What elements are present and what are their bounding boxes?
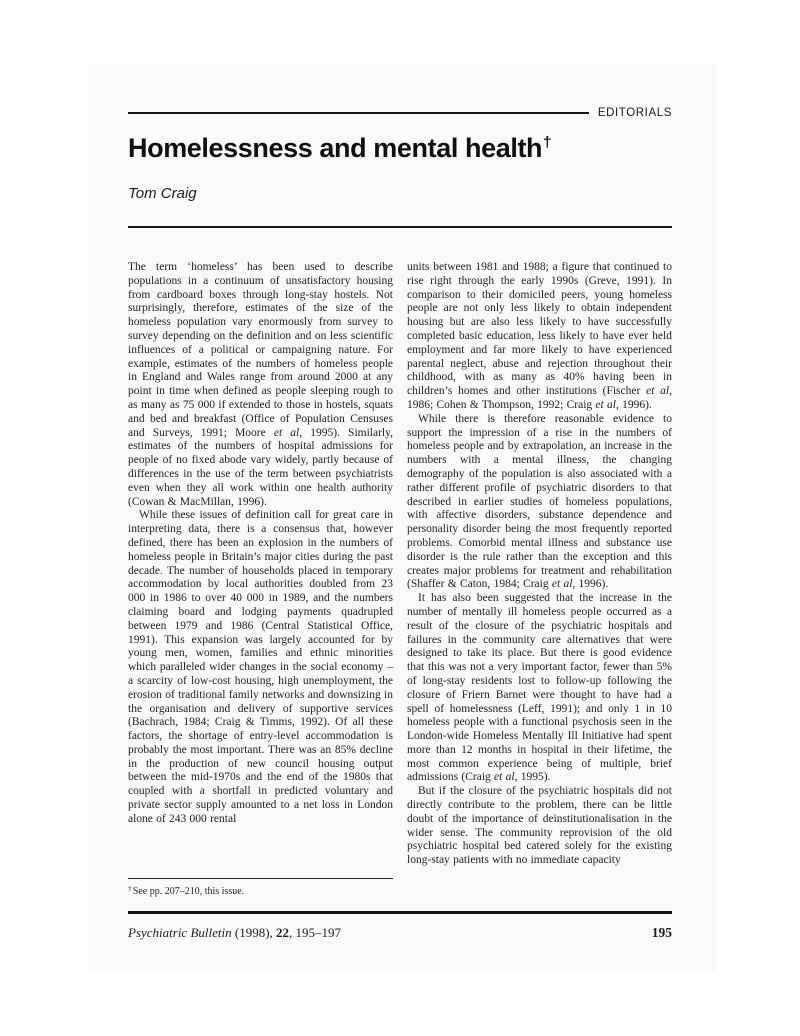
left-column xyxy=(128,261,393,868)
author-name: Tom Craig xyxy=(128,185,197,202)
paragraph: It has also been suggested that the increase in the number of mentally ill homeless people occurred as a result of the closure of the psychiatric hospitals and failures in the community care alternatives that were designed to take its place. But there is good evidence that this was not a very important factor, fewer than 5% of long-stay residents lost to follow-up following the closure of Friern Barnet were thought to have had a spell of homelessness (Leff, 1991); and only 1 in 10 homeless people with a functional psychosis seen in the London-wide Homeless Mentally Ill Initiative had spent more than 12 months in hospital in their lifetime, the most common experience being of multiple, brief admissions (Craig et al, 1995). xyxy=(407,592,672,784)
article-title xyxy=(128,128,672,163)
paragraph: While there is therefore reasonable evidence to support the impression of a rise in the numbers of homeless people and by extrapolation, an increase in the numbers with a mental illness, the changing demography of the population is also associated with a rather different profile of psychiatric disorders to that described in earlier studies of homeless populations, with affective disorders, substance dependence and personality disorder being the most frequently reported problems. Comorbid mental illness and substance use disorder is the rule rather than the exception and this creates major problems for treatment and rehabilitation (Shaffer & Caton, 1984; Craig et al, 1996). xyxy=(407,412,672,591)
footnote-text xyxy=(128,883,393,898)
right-column xyxy=(407,261,672,868)
footnote xyxy=(128,878,393,898)
title-divider-rule xyxy=(128,226,672,228)
section-label: EDITORIALS xyxy=(597,106,672,119)
footnote-marker: † xyxy=(128,884,132,893)
paragraph: The term ‘homeless’ has been used to describe populations in a continuum of unsatisfactory housing from cardboard boxes through long-stay hostels. Not surprisingly, therefore, estimates of the size of the homeless population vary enormously from survey to survey depending on the definition and on less scientific influences of a political or campaigning nature. For example, estimates of the numbers of homeless people in England and Wales range from around 2000 at any point in time when defined as people sleeping rough to as many as 75 000 if extended to those in hostels, squats and bed and breakfast (Office of Population Censuses and Surveys, 1991; Moore et al, 1995). Similarly, estimates of the numbers of hospital admissions for people of no fixed abode vary widely, partly because of differences in the use of the term between psychiatrists even when they all work within one health authority (Cowan & MacMillan, 1996). xyxy=(128,261,393,508)
journal-citation: Psychiatric Bulletin (1998), 22, 195–197 xyxy=(128,925,342,940)
paragraph: But if the closure of the psychiatric hospitals did not directly contribute to the problem, there can be little doubt of the importance of deinstitutionalisation in the wider sense. The community reprovision of the old psychiatric hospital bed catered solely for the existing long-stay patients with no immediate capacity xyxy=(407,785,672,867)
footer-rule xyxy=(128,911,672,914)
page-number: 195 xyxy=(651,925,672,940)
footer xyxy=(128,925,672,941)
footnote-body: See pp. 207–210, this issue. xyxy=(132,886,245,897)
paragraph: units between 1981 and 1988; a figure that continued to rise right through the early 1990s (Greve, 1991). In comparison to their domiciled peers, young homeless people are not only less likely to obtain independent housing but are also less likely to have successfully completed basic education, less likely to have ever held employment and far more likely to have experienced parental neglect, abuse and rejection throughout their childhood, with as many as 40% having been in children’s homes and other institutions (Fischer et al, 1986; Cohen & Thompson, 1992; Craig et al, 1996). xyxy=(407,261,672,411)
paragraph: While these issues of definition call for great care in interpreting data, there is a consensus that, however defined, there has been an explosion in the numbers of homeless people in Britain’s major cities during the past decade. The number of households placed in temporary accommodation by local authorities doubled from 23 000 in 1986 to over 40 000 in 1989, and the numbers claiming board and lodging payments quadrupled between 1979 and 1986 (Central Statistical Office, 1991). This expansion was largely accounted for by young men, women, families and ethnic minorities which paralleled wider changes in the social economy – a scarcity of low-cost housing, high unemployment, the erosion of traditional family networks and downsizing in the organisation and delivery of supportive services (Bachrach, 1984; Craig & Timms, 1992). Of all these factors, the shortage of entry-level accommodation is probably the most important. There was an 85% decline in the production of new council housing output between the mid-1970s and the end of the 1980s that coupled with a shortfall in predicted voluntary and private sector supply amounted to a net loss in London alone of 243 000 rental xyxy=(128,509,393,825)
article-body xyxy=(128,261,672,868)
title-footnote-marker: † xyxy=(543,134,552,151)
footnote-rule xyxy=(128,878,393,879)
header xyxy=(128,106,672,119)
article-title-text: Homelessness and mental health xyxy=(128,133,543,163)
header-rule xyxy=(128,112,589,114)
journal-page xyxy=(88,64,716,972)
